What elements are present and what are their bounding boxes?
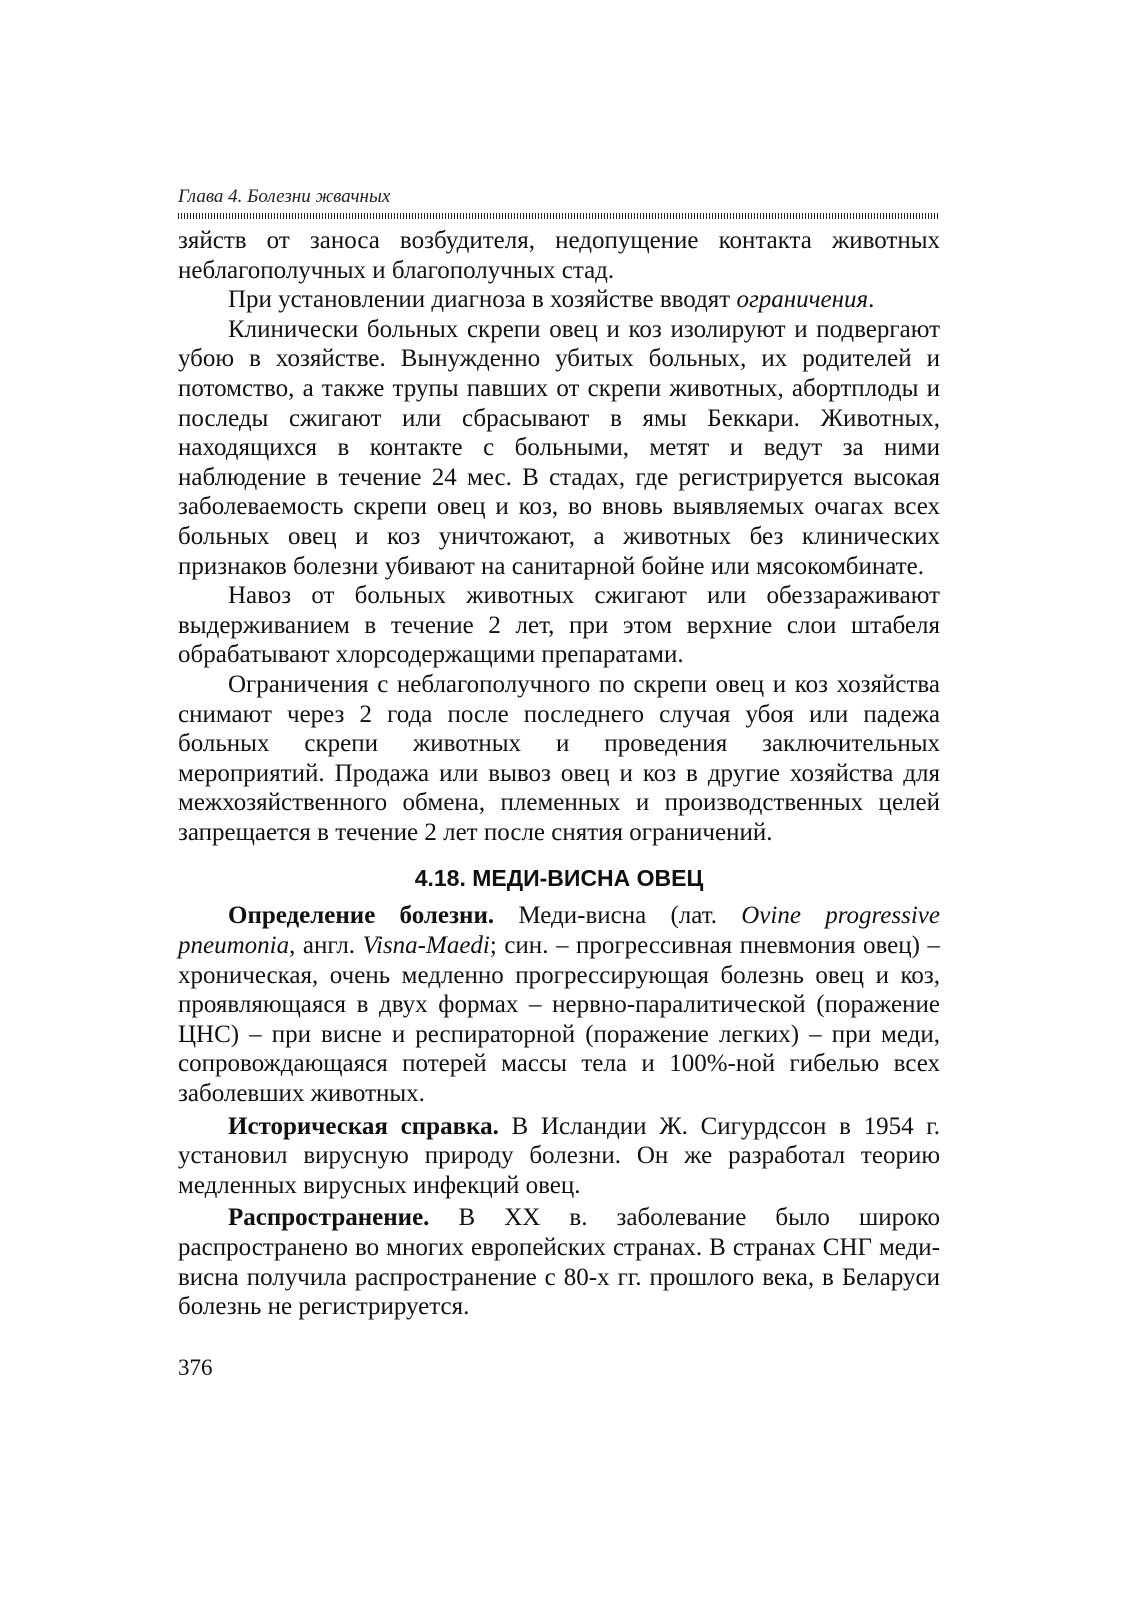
paragraph: Навоз от больных животных сжигают или обеззараживают выдерживанием в течение 2 лет, при этом верхние слои штабеля обрабатывают хлорсодержащими препаратами. (178, 582, 940, 669)
paragraph-text: ; син. – прогрессивная пневмония овец) – хроническая, очень медленно прогрессирующая болезнь овец и коз, проявляющаяся в двух формах – нервно-паралитической (поражение ЦНС) – при висне и респираторной (поражение легких) – при меди, сопровождающаяся потерей массы тела и 100%-ной гибелью всех заболевших животных. (178, 932, 940, 1108)
running-head: Глава 4. Болезни жвачных (178, 186, 391, 207)
header-rule (178, 213, 940, 219)
paragraph: зяйств от заноса возбудителя, недопущение контакта животных неблагополучных и благополучных стад. (178, 227, 940, 284)
section-heading: 4.18. МЕДИ-ВИСНА ОВЕЦ (414, 865, 704, 892)
paragraph-text: . (868, 286, 875, 314)
history-lead: Историческая справка. (228, 1112, 499, 1140)
page-number: 376 (178, 1355, 213, 1380)
paragraph-text: При установлении диагноза в хозяйстве вводят (228, 286, 737, 314)
paragraph-definition (178, 901, 940, 1108)
paragraph-text: В Исландии Ж. Сигурдссон в 1954 г. установил вирусную природу болезни. Он же разработал теорию медленных вирусных инфекций овец. (178, 1112, 940, 1199)
english-name: Visna-Maedi (362, 932, 490, 960)
emphasis: ограничения (736, 286, 869, 314)
paragraph-text: В XX в. заболевание было широко распространено во многих европейских странах. В странах СНГ меди-висна получила распространение с 80-х гг. прошлого века, в Беларуси болезнь не регистрируется. (178, 1204, 940, 1321)
paragraph: Ограничения с неблагополучного по скрепи овец и коз хозяйства снимают через 2 года после последнего случая убоя или падежа больных скрепи животных и проведения заключительных мероприятий. Продажа или вывоз овец и коз в другие хозяйства для межхозяйственного обмена, племенных и производственных целей запрещается в течение 2 лет после снятия ограничений. (178, 670, 940, 846)
paragraph-text: Меди-висна (лат. (494, 902, 742, 930)
paragraph-text: , англ. (289, 932, 363, 960)
distribution-lead: Распространение. (228, 1204, 430, 1232)
paragraph-history (178, 1112, 940, 1201)
paragraph (178, 285, 940, 315)
latin-name: Ovine progressive pneumonia (178, 902, 940, 960)
definition-lead: Определение болезни. (228, 902, 495, 930)
paragraph-distribution (178, 1203, 940, 1321)
page-body (178, 226, 940, 1322)
paragraph: Клинически больных скрепи овец и коз изолируют и подвергают убою в хозяйстве. Вынужденно убитых больных, их родителей и потомство, а также трупы павших от скрепи животных, абортплоды и последы сжигают или сбрасывают в ямы Беккари. Животных, находящихся в контакте с больными, метят и ведут за ними наблюдение в течение 24 мес. В стадах, где регистрируется высокая заболеваемость скрепи овец и коз, во вновь выявляемых очагах всех больных овец и коз уничтожают, а животных без клинических признаков болезни убивают на санитарной бойне или мясокомбинате. (178, 315, 940, 580)
